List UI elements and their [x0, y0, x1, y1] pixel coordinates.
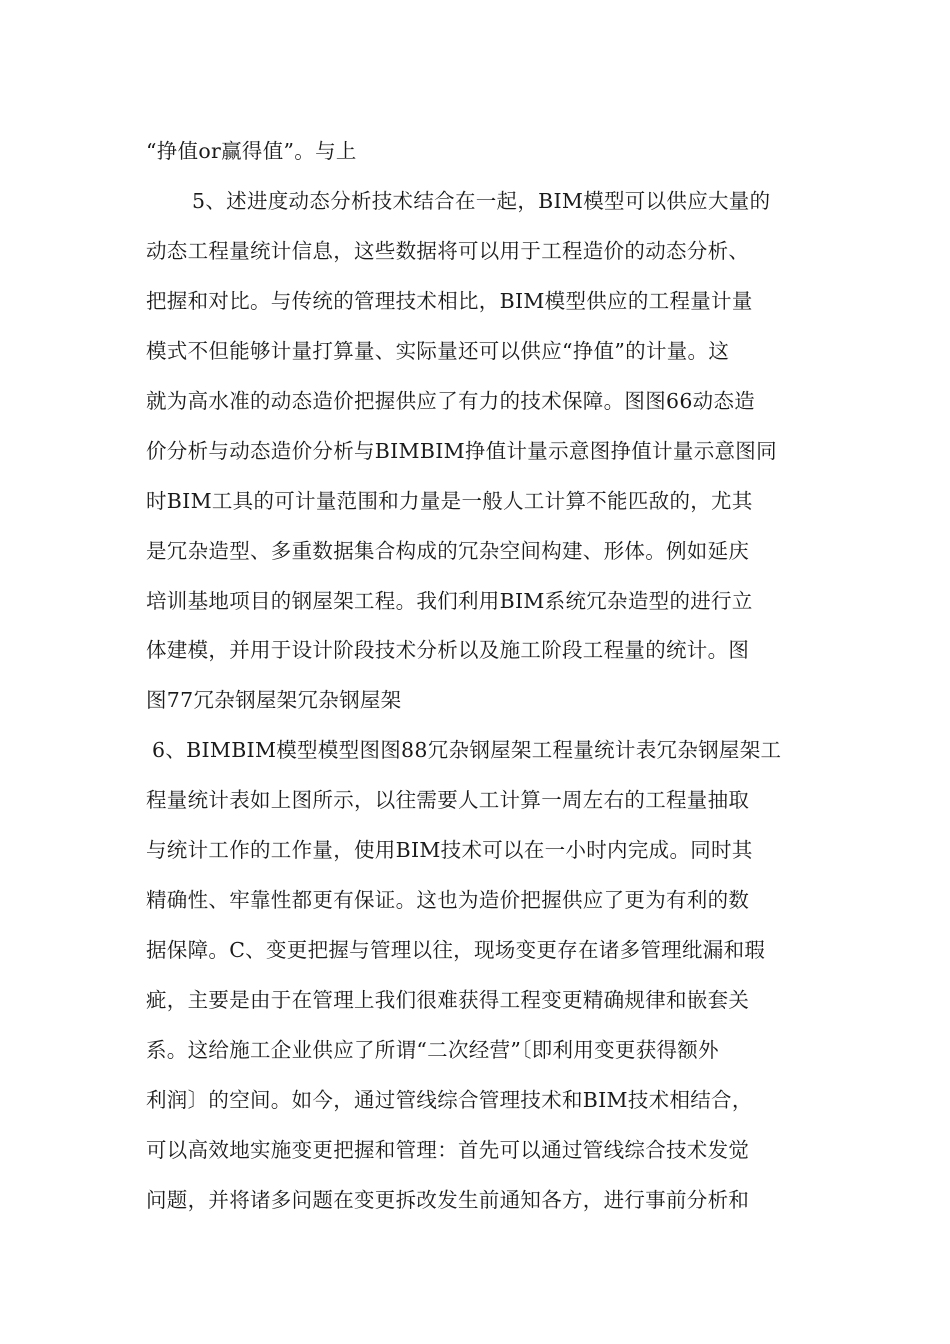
text-line-22: 问题，并将诸多问题在变更拆改发生前通知各方，进行事前分析和: [146, 1188, 750, 1212]
text-line-6: 就为高水准的动态造价把握供应了有力的技术保障。图图66动态造: [146, 389, 756, 413]
text-line-2: 5、述进度动态分析技术结合在一起，BIM模型可以供应大量的: [192, 189, 771, 213]
text-line-12: 图77冗杂钢屋架冗杂钢屋架: [146, 688, 402, 712]
text-line-14: 程量统计表如上图所示，以往需要人工计算一周左右的工程量抽取: [146, 788, 750, 812]
text-line-5: 模式不但能够计量打算量、实际量还可以供应“挣值”的计量。这: [146, 339, 730, 363]
text-line-9: 是冗杂造型、多重数据集合构成的冗杂空间构建、形体。例如延庆: [146, 539, 750, 563]
text-line-15: 与统计工作的工作量，使用BIM技术可以在一小时内完成。同时其: [146, 838, 753, 862]
text-line-8: 时BIM工具的可计量范围和力量是一般人工计算不能匹敌的，尤其: [146, 489, 753, 513]
text-line-21: 可以高效地实施变更把握和管理：首先可以通过管线综合技术发觉: [146, 1138, 750, 1162]
text-line-1: “挣值or赢得值”。与上: [146, 139, 357, 163]
text-line-19: 系。这给施工企业供应了所谓“二次经营”〔即利用变更获得额外: [146, 1038, 719, 1062]
text-line-18: 疵，主要是由于在管理上我们很难获得工程变更精确规律和嵌套关: [146, 988, 750, 1012]
text-line-7: 价分析与动态造价分析与BIMBIM挣值计量示意图挣值计量示意图同: [146, 439, 777, 463]
text-line-10: 培训基地项目的钢屋架工程。我们利用BIM系统冗杂造型的进行立: [146, 589, 753, 613]
text-line-16: 精确性、牢靠性都更有保证。这也为造价把握供应了更为有利的数: [146, 888, 750, 912]
text-line-20: 利润〕的空间。如今，通过管线综合管理技术和BIM技术相结合，: [146, 1088, 753, 1112]
text-line-3: 动态工程量统计信息，这些数据将可以用于工程造价的动态分析、: [146, 239, 750, 263]
text-line-17: 据保障。C、变更把握与管理以往，现场变更存在诸多管理纰漏和瑕: [146, 938, 766, 962]
text-line-11: 体建模，并用于设计阶段技术分析以及施工阶段工程量的统计。图: [146, 638, 750, 662]
text-line-13: 6、BIMBIM模型模型图图88冗杂钢屋架工程量统计表冗杂钢屋架工: [152, 738, 782, 762]
text-line-4: 把握和对比。与传统的管理技术相比，BIM模型供应的工程量计量: [146, 289, 753, 313]
